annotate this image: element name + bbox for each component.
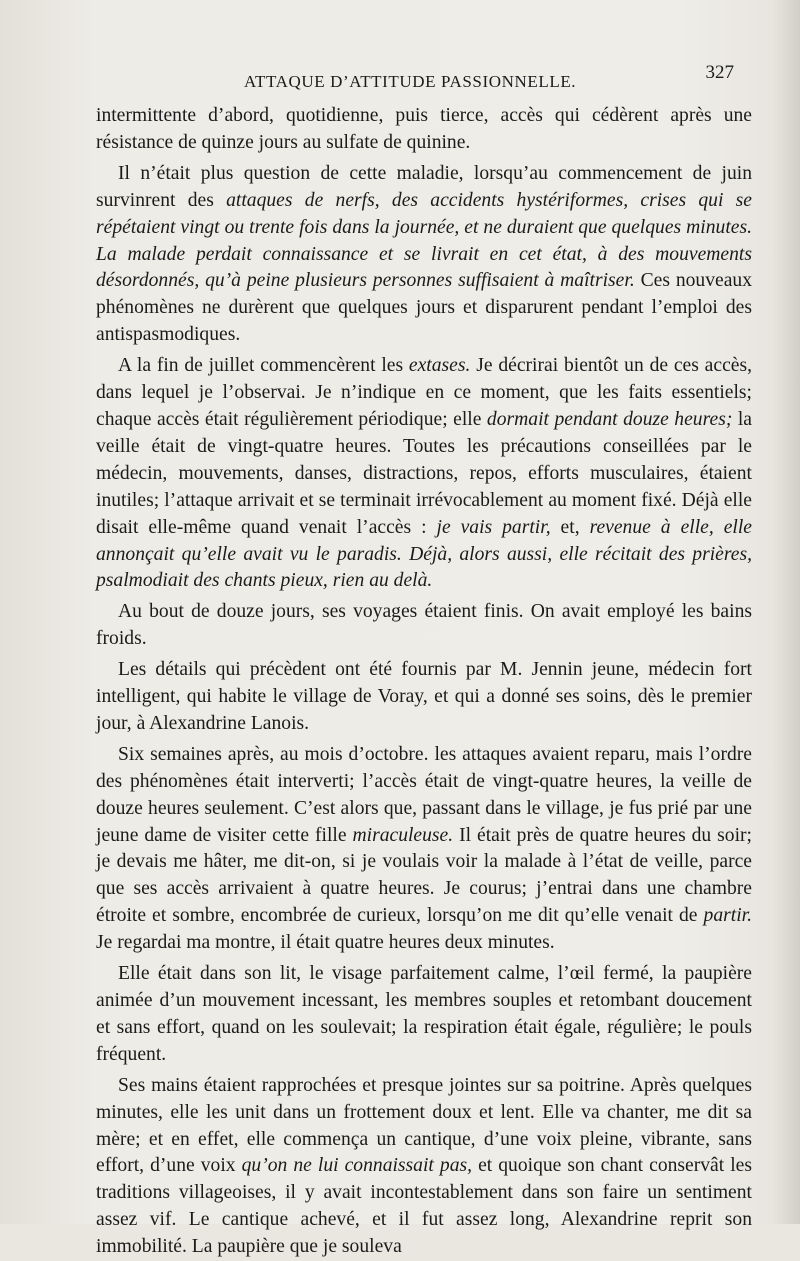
paragraph-4: Au bout de douze jours, ses voyages étaient finis. On avait employé les bains froids.: [96, 601, 752, 650]
paragraph-3: [96, 353, 752, 595]
text-run: la veille était de vingt-quatre heures. Toutes les précautions conseillées par le médecin, mouvements, danses, distractions, repos, efforts musculaires, étaient inutiles; l’attaque arrivait et se terminait irrévocablement au moment fixé. Déjà elle disait elle-même quand venait l’accès :: [96, 408, 752, 538]
text-run: Ses mains étaient rapprochées et presque jointes sur sa poitrine. Après quelques minutes, elle les unit dans un frottement doux et lent. Elle va chanter, me dit sa mère; et en effet, elle commença un cantique, d’une voix pleine, vibrante, sans effort, d’une voix: [96, 1074, 752, 1177]
page-number: 327: [705, 62, 734, 83]
italic-run: miraculeuse.: [352, 824, 454, 846]
italic-run: dormait pendant douze heures;: [486, 408, 733, 430]
paragraph-8: [96, 1073, 752, 1261]
text-run: Six semaines après, au mois d’octobre. les attaques avaient reparu, mais l’ordre des phénomènes était interverti; l’accès était de vingt-quatre heures, la veille de douze heures seulement. C’est alors que, passant dans le village, je fus prié par une jeune dame de visiter cette fille: [96, 743, 752, 846]
paragraph-7: Elle était dans son lit, le visage parfaitement calme, l’œil fermé, la paupière animée d’un mouvement incessant, les membres souples et retombant doucement et sans effort, quand on les soulevait; la respiration était égale, régulière; le pouls fréquent.: [96, 963, 752, 1065]
text-run: Je décrirai bientôt un de ces accès, dans lequel je l’observai. Je n’indique en ce moment, que les faits essentiels; chaque accès était régulièrement périodique; elle: [96, 355, 752, 430]
page-header: [94, 62, 740, 92]
text-run: et quoique son chant conservât les traditions villageoises, il y avait incontestablement dans son faire un sentiment assez vif. Le cantique achevé, et il fut assez long, Alexandrine reprit son immobilité. La paupière que je souleva: [96, 1155, 752, 1258]
italic-run: je vais partir,: [436, 516, 551, 538]
page-gutter-shadow: [772, 0, 800, 1224]
paragraph-2: [96, 161, 752, 349]
italic-run: revenue à elle, elle annonçait qu’elle avait vu le paradis. Déjà, alors aussi, elle récitait des prières, psalmodiait des chants pieux, rien au delà.: [96, 516, 752, 592]
italic-run: partir.: [703, 905, 752, 927]
running-title: ATTAQUE D’ATTITUDE PASSIONNELLE.: [244, 72, 577, 91]
text-run: Il n’était plus question de cette maladie, lorsqu’au commencement de juin survinrent des: [96, 162, 752, 211]
body-text: [96, 103, 752, 1261]
text-run: A la fin de juillet commencèrent les: [118, 355, 409, 377]
text-run: Je regardai ma montre, il était quatre heures deux minutes.: [96, 932, 555, 954]
paragraph-6: [96, 742, 752, 957]
text-run: et,: [550, 516, 590, 538]
text-run: Il était près de quatre heures du soir; je devais me hâter, me dit-on, si je voulais voir la malade à l’état de veille, parce que ses accès arrivaient à quatre heures. Je courus; j’entrai dans une chambre étroite et sombre, encombrée de curieux, lorsqu’on me dit qu’elle venait de: [96, 824, 752, 927]
italic-run: extases.: [408, 355, 471, 377]
italic-run: qu’on ne lui connaissait pas,: [241, 1155, 473, 1177]
text-run: Ces nouveaux phénomènes ne durèrent que quelques jours et disparurent pendant l’emploi des antispasmodiques.: [96, 270, 752, 346]
paragraph-1: intermittente d’abord, quotidienne, puis tierce, accès qui cédèrent après une résistance de quinze jours au sulfate de quinine.: [96, 105, 752, 153]
italic-run: attaques de nerfs, des accidents hystériformes, crises qui se répétaient vingt ou trente fois dans la journée, et ne duraient que quelques minutes. La malade perdait connaissance et se livrait en cet état, à des mouvements désordonnés, qu’à peine plusieurs personnes suffisaient à maîtriser.: [96, 189, 752, 292]
paragraph-5: Les détails qui précèdent ont été fournis par M. Jennin jeune, médecin fort intelligent, qui habite le village de Voray, et qui a donné ses soins, dès le premier jour, à Alexandrine Lanois.: [96, 659, 752, 734]
